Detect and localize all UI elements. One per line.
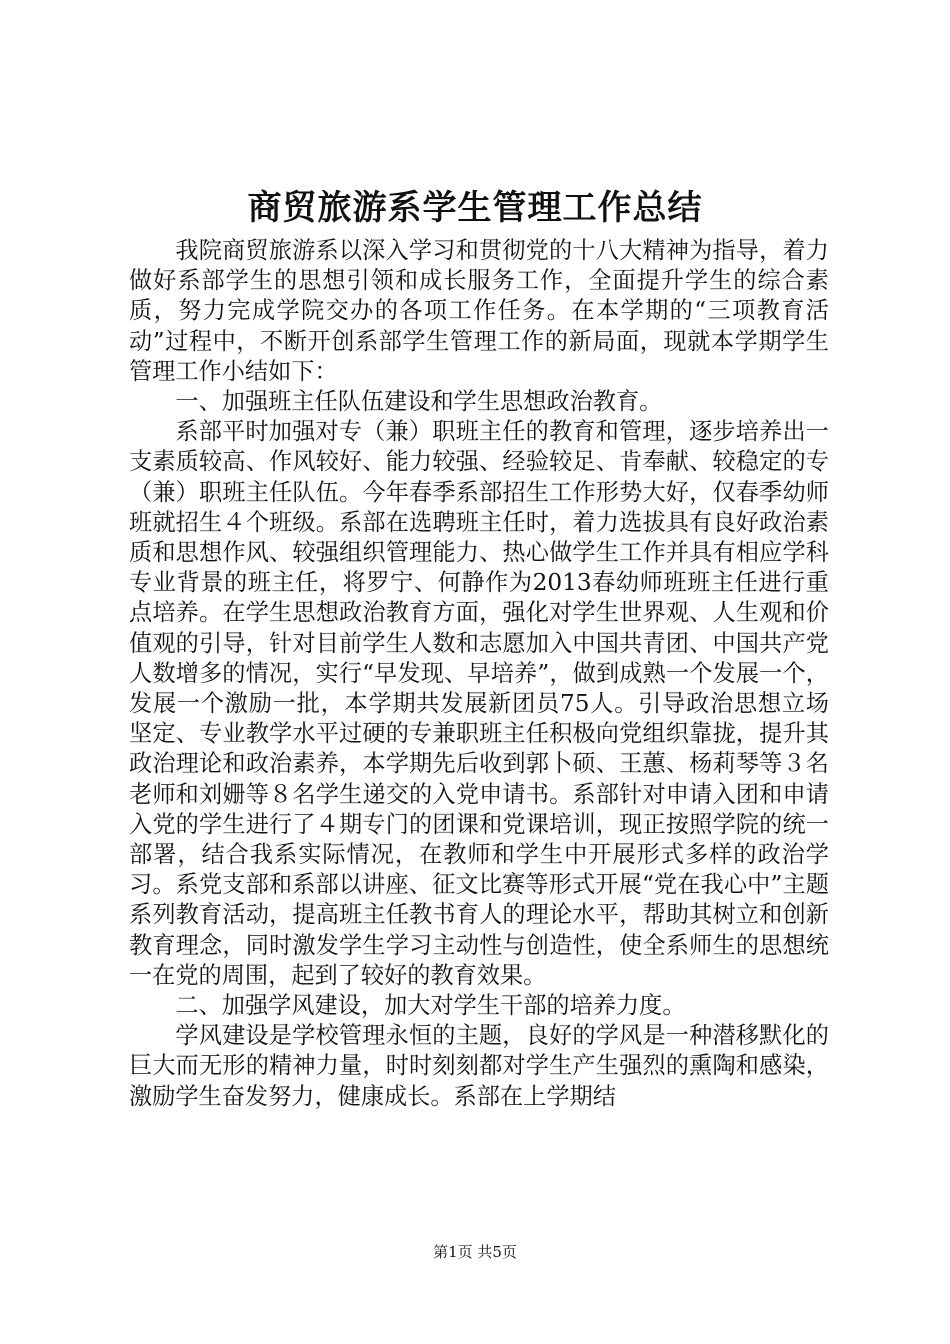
section-heading-2: 二、加强学风建设，加大对学生干部的培养力度。 bbox=[175, 992, 686, 1020]
intro-paragraph: 我院商贸旅游系以深入学习和贯彻党的十八大精神为指导，着力做好系部学生的思想引领和成长服务工作，全面提升学生的综合素质，努力完成学院交办的各项工作任务。在本学期的“三项教育活动”过程中，不断开创系部学生管理工作的新局面，现就本学期学生管理工作小结如下： bbox=[129, 237, 829, 385]
page-number-footer: 第1页 共5页 bbox=[433, 1243, 517, 1261]
section-2-paragraph: 学风建设是学校管理永恒的主题，良好的学风是一种潜移默化的巨大而无形的精神力量，时时刻刻都对学生产生强烈的熏陶和感染，激励学生奋发努力，健康成长。系部在上学期结 bbox=[129, 1022, 829, 1110]
document-title: 商贸旅游系学生管理工作总结 bbox=[247, 188, 703, 228]
section-1-paragraph: 系部平时加强对专（兼）职班主任的教育和管理，逐步培养出一支素质较高、作风较好、能力较强、经验较足、肯奉献、较稳定的专（兼）职班主任队伍。今年春季系部招生工作形势大好，仅春季幼师班就招生４个班级。系部在选聘班主任时，着力选拔具有良好政治素质和思想作风、较强组织管理能力、热心做学生工作并具有相应学科专业背景的班主任，将罗宁、何静作为2013春幼师班班主任进行重点培养。在学生思想政治教育方面，强化对学生世界观、人生观和价值观的引导，针对目前学生人数和志愿加入中国共青团、中国共产党人数增多的情况，实行“早发现、早培养”，做到成熟一个发展一个，发展一个激励一批，本学期共发展新团员75人。引导政治思想立场坚定、专业教学水平过硬的专兼职班主任积极向党组织靠拢，提升其政治理论和政治素养，本学期先后收到郭卜硕、王蕙、杨莉琴等３名老师和刘姗等８名学生递交的入党申请书。系部针对申请入团和申请入党的学生进行了４期专门的团课和党课培训，现正按照学院的统一部署，结合我系实际情况，在教师和学生中开展形式多样的政治学习。系党支部和系部以讲座、征文比赛等形式开展“党在我心中”主题系列教育活动，提高班主任教书育人的理论水平，帮助其树立和创新教育理念，同时激发学生学习主动性与创造性，使全系师生的思想统一在党的周围，起到了较好的教育效果。 bbox=[129, 418, 829, 989]
section-heading-1: 一、加强班主任队伍建设和学生思想政治教育。 bbox=[175, 388, 663, 416]
document-body bbox=[129, 236, 829, 1112]
